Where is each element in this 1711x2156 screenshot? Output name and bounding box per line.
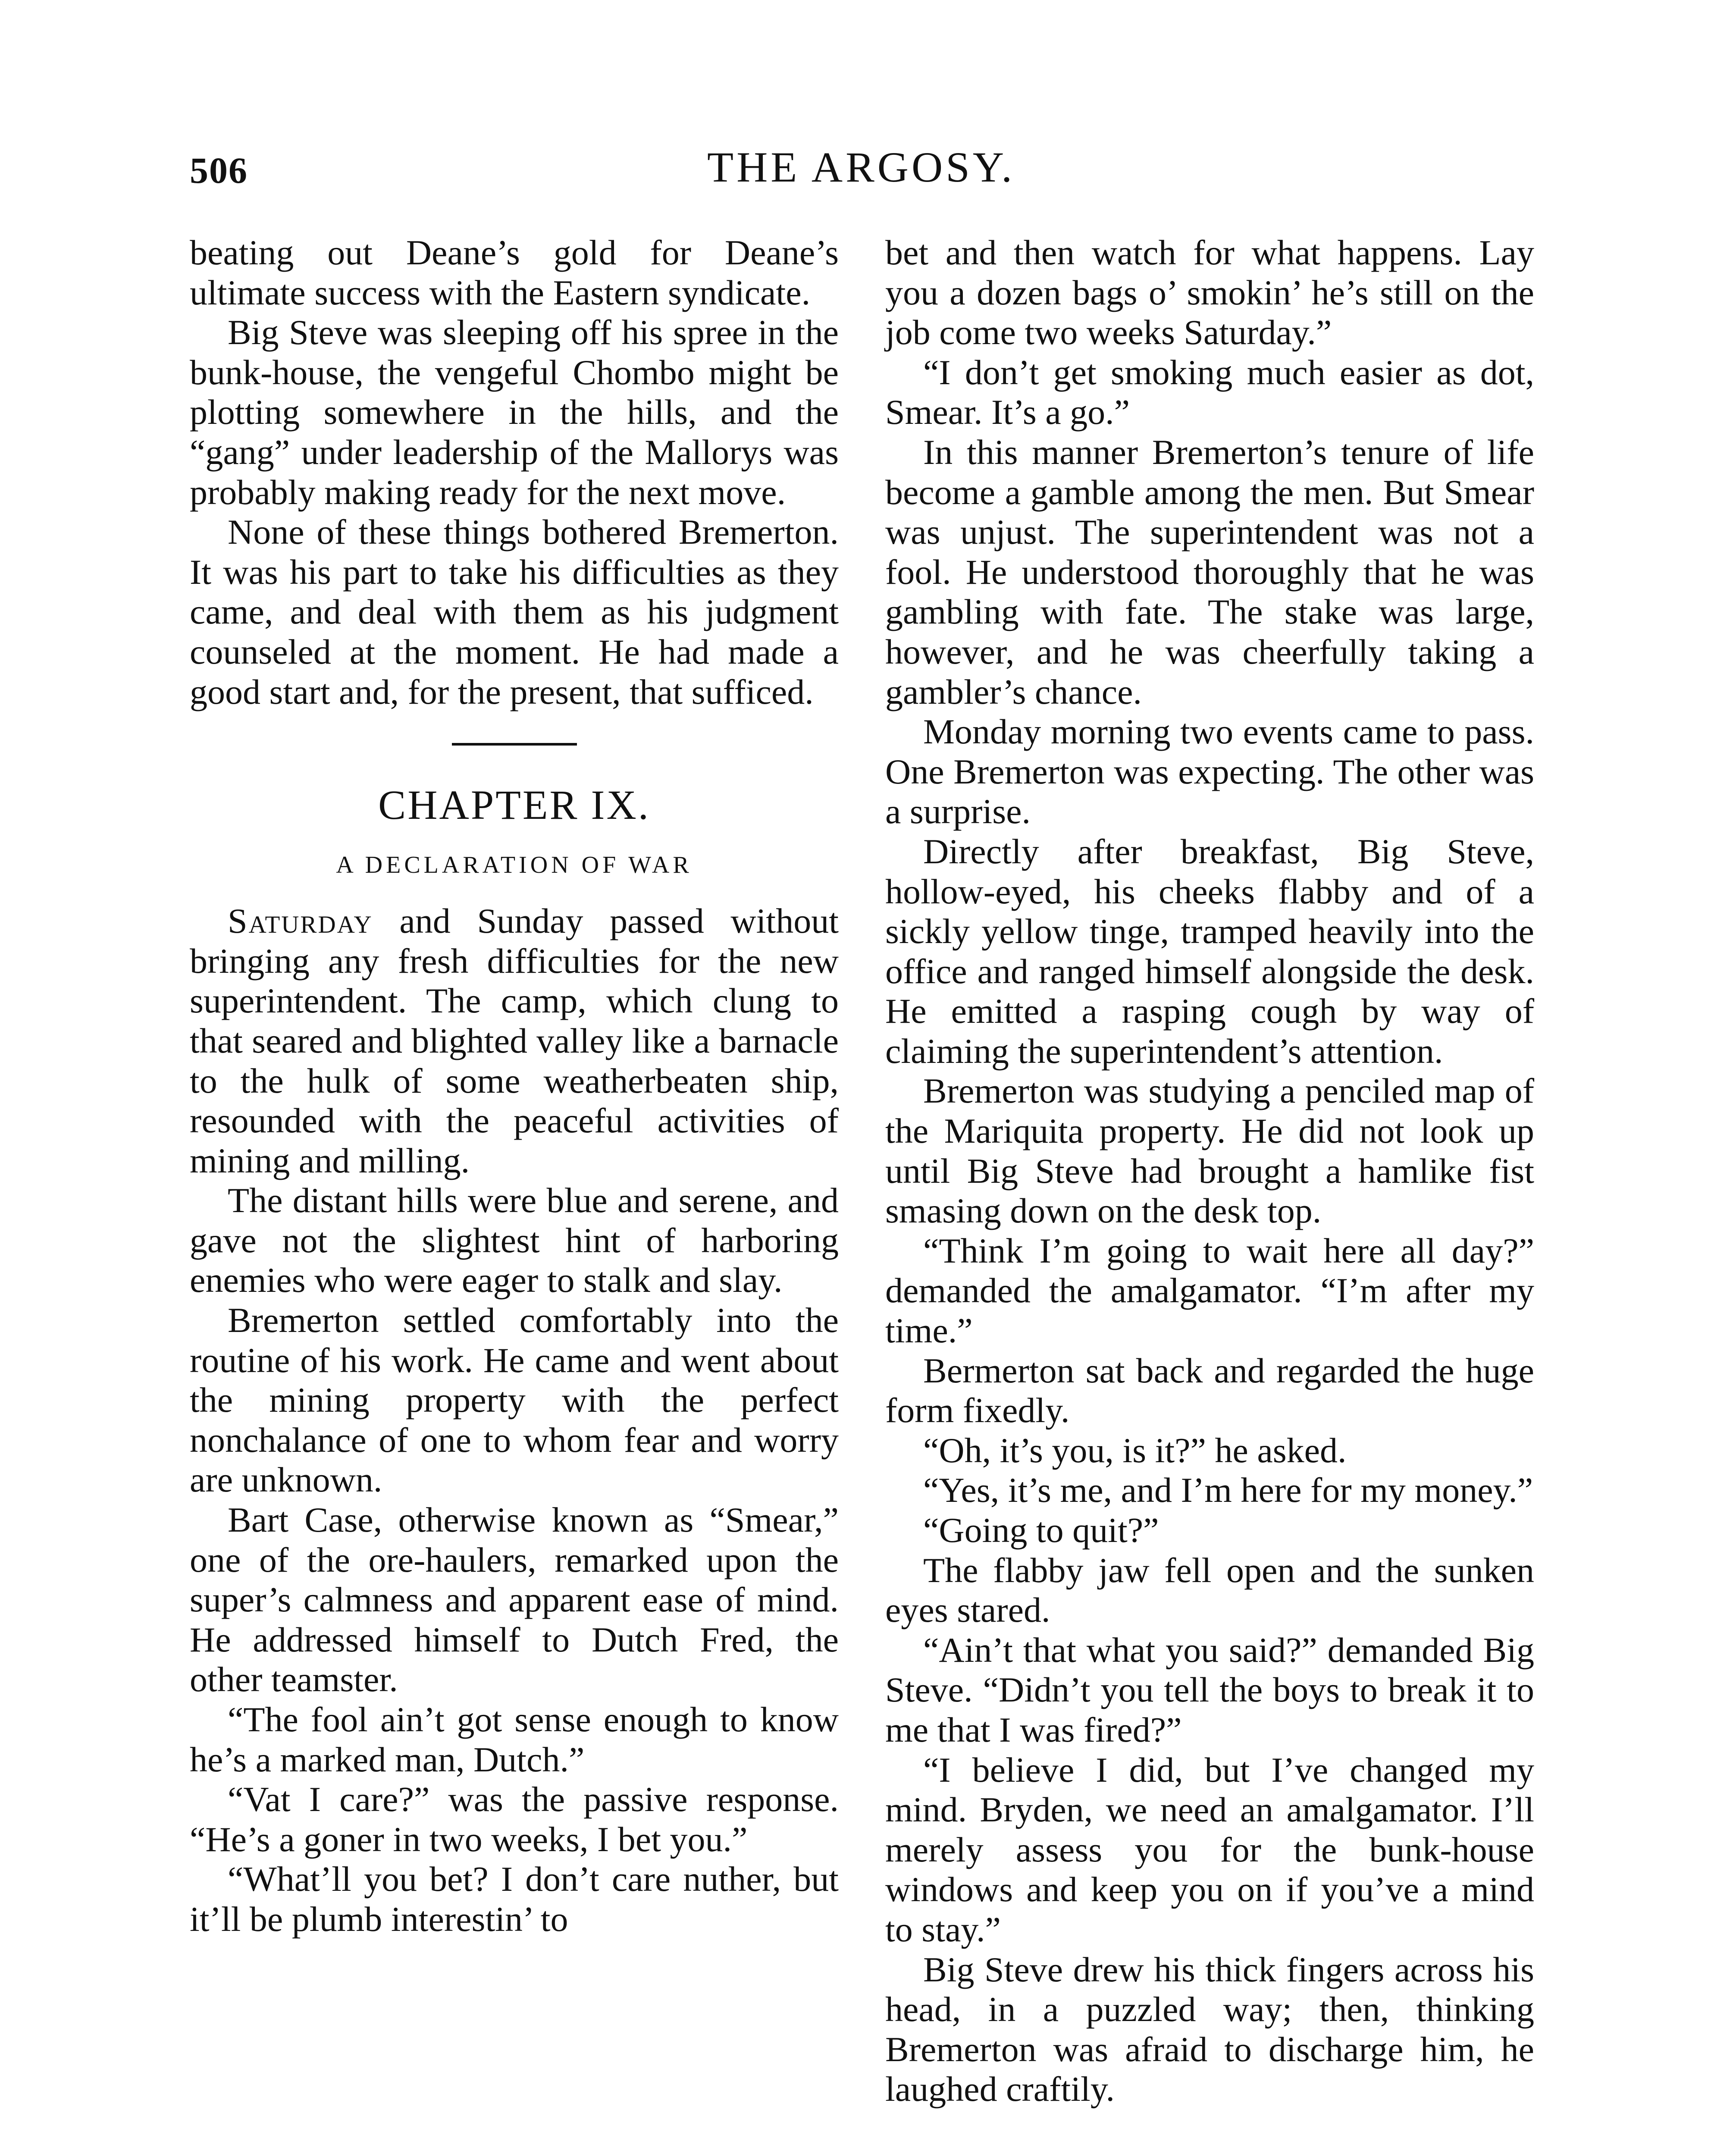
- paragraph: In this manner Bremerton’s tenure of life become a gamble among the men. But Smear was unjust. The superintendent was not a fool. He understood thoroughly that he was gambling with fate. The stake was large, however, and he was cheerfully taking a gambler’s chance.: [885, 432, 1534, 711]
- paragraph: “Oh, it’s you, is it?” he asked.: [923, 1430, 1347, 1470]
- paragraph: Bermerton sat back and regarded the huge form fixedly.: [885, 1351, 1534, 1430]
- paragraph: Big Steve was sleeping off his spree in the bunk-house, the vengeful Chombo might be plotting somewhere in the hills, and the “gang” under leadership of the Mallorys was probably making ready for the next move.: [190, 313, 839, 512]
- paragraph: Bart Case, otherwise known as “Smear,” one of the ore-haulers, remarked upon the super’s calmness and apparent ease of mind. He addressed himself to Dutch Fred, the other teamster.: [190, 1500, 839, 1699]
- section-divider: [452, 743, 577, 746]
- paragraph: The flabby jaw fell open and the sunken eyes stared.: [885, 1550, 1534, 1630]
- paragraph-text: and Sunday passed without bringing any fresh difficulties for the new superintendent. The camp, which clung to that seared and blighted valley like a barnacle to the hulk of some weatherbeaten ship, resounded with the peaceful activities of mining and milling.: [190, 901, 839, 1180]
- paragraph: “Ain’t that what you said?” demanded Big Steve. “Didn’t you tell the boys to break it to me that I was fired?”: [885, 1630, 1534, 1749]
- paragraph: Directly after breakfast, Big Steve, hollow-eyed, his cheeks flabby and of a sickly yellow tinge, tramped heavily into the office and ranged himself alongside the desk. He emitted a rasping cough by way of claiming the superintendent’s attention.: [885, 831, 1534, 1071]
- paragraph: Monday morning two events came to pass. One Bremerton was expecting. The other was a surprise.: [885, 712, 1534, 831]
- paragraph: Big Steve drew his thick fingers across his head, in a puzzled way; then, thinking Bremerton was afraid to discharge him, he laughed craftily.: [885, 1949, 1534, 2109]
- paragraph: “Going to quit?”: [923, 1510, 1159, 1550]
- paragraph: Bremerton was studying a penciled map of the Mariquita property. He did not look up until Big Steve had brought a hamlike fist smasing down on the desk top.: [885, 1071, 1534, 1231]
- paragraph: “The fool ain’t got sense enough to know he’s a marked man, Dutch.”: [190, 1700, 839, 1779]
- paragraph: [190, 901, 839, 1181]
- paragraph: beating out Deane’s gold for Deane’s ultimate success with the Eastern syndicate.: [190, 233, 839, 312]
- paragraph: bet and then watch for what happens. Lay you a dozen bags o’ smokin’ he’s still on the job come two weeks Saturday.”: [885, 233, 1534, 352]
- running-head: THE ARGOSY.: [707, 143, 1015, 191]
- paragraph: “Yes, it’s me, and I’m here for my money.”: [923, 1470, 1533, 1510]
- paragraph: “I don’t get smoking much easier as dot, Smear. It’s a go.”: [885, 352, 1534, 432]
- page-number: 506: [190, 150, 248, 191]
- paragraph: “What’ll you bet? I don’t care nuther, but it’ll be plumb interestin’ to: [190, 1859, 839, 1939]
- paragraph: “Vat I care?” was the passive response. “He’s a goner in two weeks, I bet you.”: [190, 1780, 839, 1859]
- chapter-title: CHAPTER IX.: [378, 782, 650, 828]
- chapter-subtitle: A DECLARATION OF WAR: [336, 852, 693, 879]
- lead-word: Saturday: [228, 901, 373, 941]
- paragraph: “Think I’m going to wait here all day?” demanded the amalgamator. “I’m after my time.”: [885, 1231, 1534, 1351]
- paragraph: The distant hills were blue and serene, and gave not the slightest hint of harboring enemies who were eager to stalk and slay.: [190, 1181, 839, 1300]
- paragraph: None of these things bothered Bremerton. It was his part to take his difficulties as they came, and deal with them as his judgment counseled at the moment. He had made a good start and, for the present, that sufficed.: [190, 512, 839, 711]
- paragraph: “I believe I did, but I’ve changed my mind. Bryden, we need an amalgamator. I’ll merely assess you for the bunk-house windows and keep you on if you’ve a mind to stay.”: [885, 1750, 1534, 1949]
- paragraph: Bremerton settled comfortably into the routine of his work. He came and went about the mining property with the perfect nonchalance of one to whom fear and worry are unknown.: [190, 1300, 839, 1500]
- left-column: [190, 233, 839, 1940]
- right-column: [885, 233, 1534, 2109]
